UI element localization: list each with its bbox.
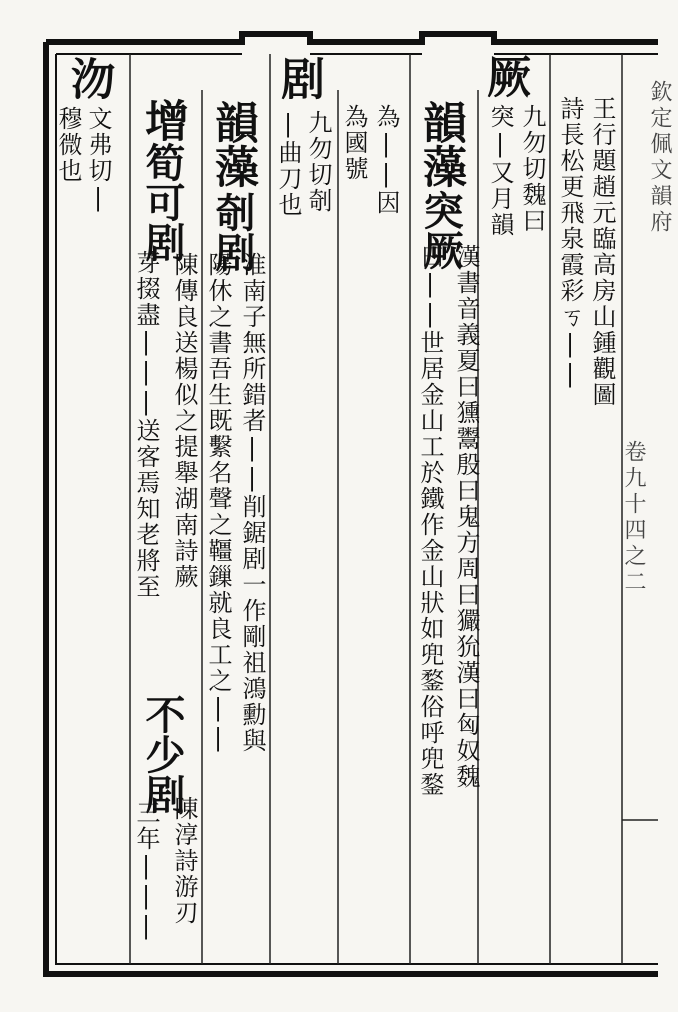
column-text: 為國號: [340, 104, 368, 182]
headword: 不少剧: [139, 694, 186, 814]
column-text: 陳傳良送楊似之提舉湖南詩蕨: [170, 252, 198, 590]
column-text: 九勿切剞: [304, 110, 332, 214]
column-text: 曰||世居金山工於鐵作金山狀如兜鍪俗呼兜鍪: [416, 244, 444, 798]
column-text: 芽掇盡|||送客焉知老將至: [132, 250, 160, 600]
column-text: 淮南子無所錯者||削鋸剧一作剛祖鴻勳與: [238, 252, 266, 754]
section-marker: 韻藻: [207, 100, 258, 188]
column-text: 文弗切|: [84, 106, 112, 214]
entry-head: 剧: [273, 56, 324, 100]
section-marker: 韻藻: [415, 100, 466, 188]
entry-head: 沕: [63, 56, 114, 100]
section-marker: 增: [137, 98, 188, 142]
column-text: |曲刀也: [274, 110, 302, 218]
column-text: 三年|||: [132, 800, 160, 942]
column-text: 陽休之書吾生既繫名聲之韁鏁就良工之||: [204, 252, 232, 754]
column-text: 詩長松更飛泉霞彩ㄎ||: [556, 96, 584, 390]
column-text: 漢書音義夏曰獯鬻殷曰鬼方周曰玁狁漢曰匈奴魏: [452, 244, 480, 790]
column-text: 九勿切魏曰: [518, 104, 546, 234]
column-text: 為||因: [372, 104, 400, 216]
headword: 剞剧: [209, 192, 256, 272]
headword: 筍可剧: [139, 142, 186, 262]
book-title: 欽定佩文韻府: [647, 80, 672, 236]
headword: 突厥: [417, 190, 464, 270]
column-text: 王行題趙元臨高房山鍾觀圖: [588, 96, 616, 408]
column-text: 穆微也: [54, 106, 82, 184]
volume-label: 卷九十四之二: [621, 440, 646, 596]
column-text: 陳淳詩游刃: [170, 796, 198, 926]
column-text: 突|又月韻: [486, 104, 514, 238]
entry-head: 厥: [479, 54, 530, 98]
